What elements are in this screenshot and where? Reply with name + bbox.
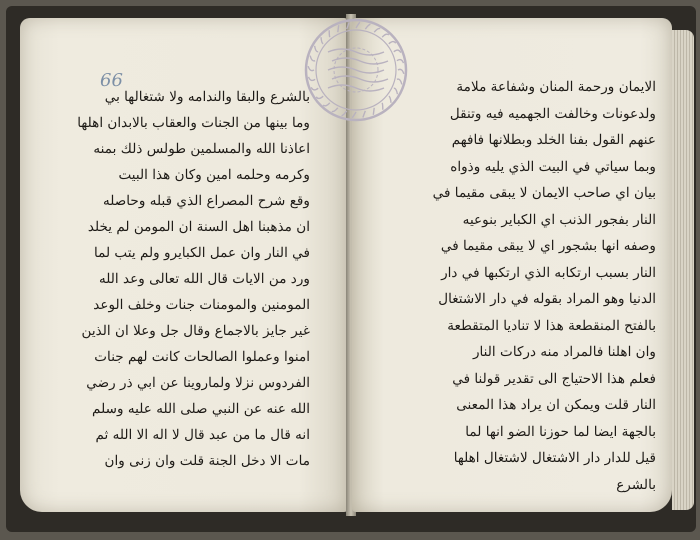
text-line: وكرمه وحلمه امين وكان هذا البيت [118,167,310,183]
text-line: في النار وان عمل الكبايرو ولم يتب لما [93,245,310,261]
text-line: بالشرع والبقا والندامه ولا شتغالها بي [104,89,310,105]
open-manuscript [12,10,698,530]
library-seal-stamp [302,16,410,124]
left-page [20,18,348,512]
text-line: وصفه انها بشجور اي لا يبقى مقيما في [440,238,656,254]
text-line: امنوا وعملوا الصالحات كانت لهم جنات [94,349,310,365]
text-line: اعاذنا الله والمسلمين طولس ذلك بمنه [93,141,310,157]
text-line: وان اهلنا فالمراد منه دركات النار [472,344,656,360]
text-line: بالفتح المنقطعة هذا لا تناديا المتقطعة [447,317,656,334]
text-line: الدنيا وهو المراد بقوله في دار الاشتغال [438,291,656,307]
text-line: بيان اي صاحب الايمان لا يبقى مقيما في [432,185,656,201]
left-page-text [40,84,310,474]
text-line: مات الا دخل الجنة قلت وان زنى وان [104,453,310,469]
text-line: قيل للدار دار الاشتغال لاشتغال اهلها [453,450,656,466]
text-line: بالجهة ايضا لما حوزنا الضو انها لما [465,423,656,440]
text-line: الايمان ورحمة المنان وشفاعة ملامة [456,79,656,95]
text-line: النار قلت ويمكن ان يراد هذا المعنى [456,397,656,413]
text-line: الفردوس نزلا ولماروينا عن ابي ذر رضي [86,375,310,391]
text-line: ان مذهبنا اهل السنة ان المومن لم يخلد [87,219,310,235]
text-line: غير جايز بالاجماع وقال جل وعلا ان الذين [81,323,310,339]
folio-number: 66 [100,70,123,91]
text-line: عنهم القول بفنا الخلد وبطلانها فافهم [451,132,656,148]
text-line: فعلم هذا الاحتياج الى تقدير قولنا في [452,370,656,387]
text-line: ولدعونات وخالفت الجهميه فيه وتنقل [449,105,656,122]
text-line: النار بسبب ارتكابه الذي ارتكبها في دار [441,264,656,281]
right-page-text [370,74,656,498]
text-line: وبما سياتي في البيت الذي يليه وذواه [450,158,656,175]
text-line: الله عنه عن النبي صلى الله عليه وسلم [92,401,310,417]
text-line: النار بفجور الذنب اي الكباير بنوعيه [462,211,656,228]
text-line: ورد من الايات قال الله تعالى وعد الله [98,271,310,287]
text-line: انه قال ما من عبد قال لا اله الا الله ثم [95,427,310,443]
text-line: وقع شرح المصراع الذي قبله وحاصله [102,193,310,209]
text-line: المومنين والمومنات جنات وخلف الوعد [93,297,310,313]
text-line: بالشرع [616,476,656,493]
text-line: وما بينها من الجنات والعقاب بالابدان اهلها [77,115,310,131]
page-edges [672,30,694,510]
